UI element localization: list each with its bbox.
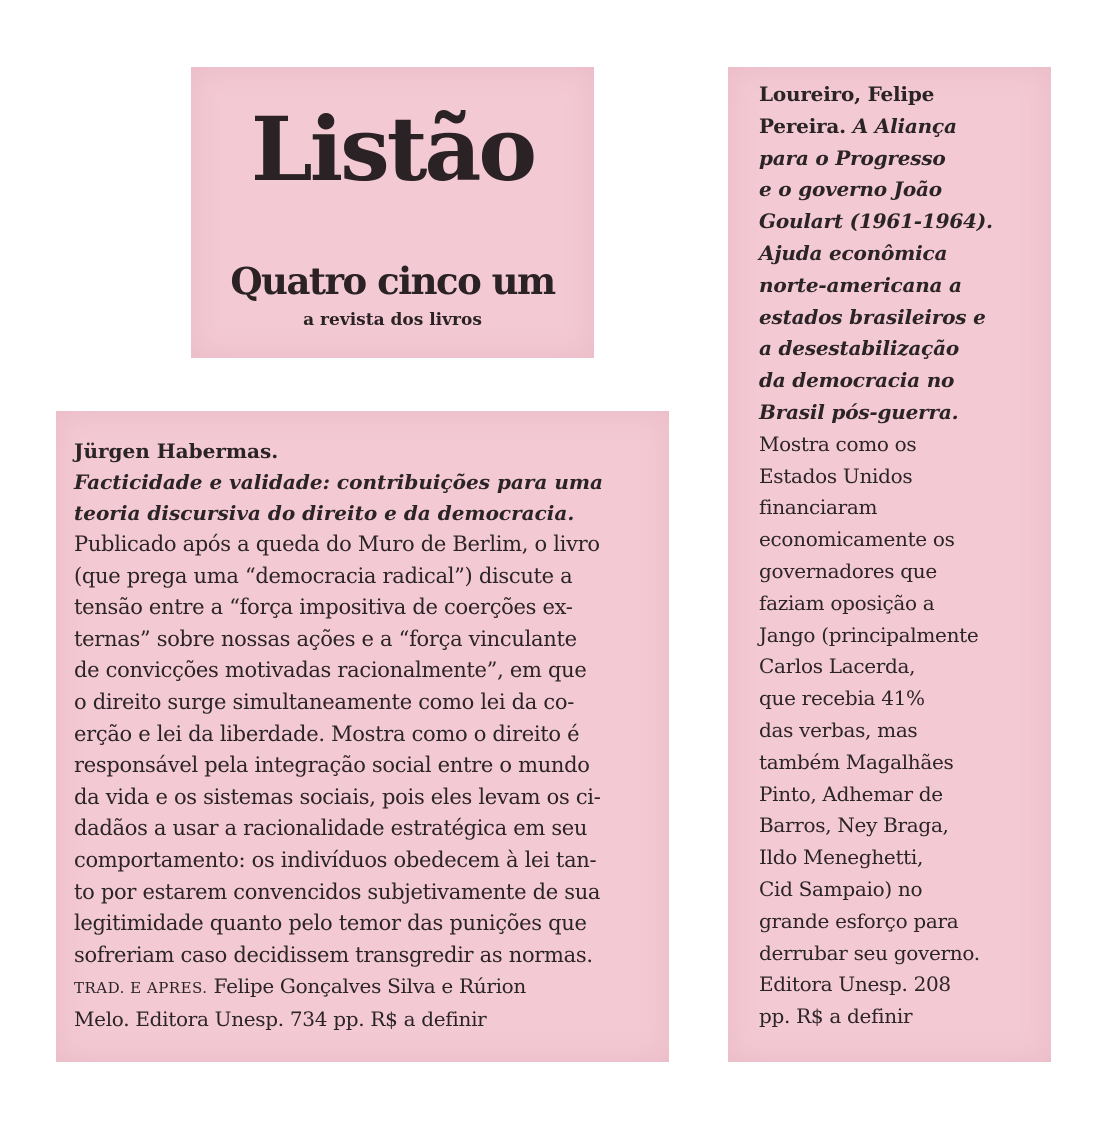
publisher-info: Editora Unesp. 208 [759,972,951,997]
body-line: da vida e os sistemas sociais, pois eles levam os ci- [74,784,601,809]
body-line: grande esforço para [759,908,959,933]
title-line: norte-americana a [759,272,962,297]
title-line: Ajuda econômica [759,240,948,265]
body-line: das verbas, mas [759,717,918,742]
body-line: financiaram [759,495,878,520]
title-line: a desestabilização [759,336,960,361]
review-credits [74,971,652,1035]
title-line: da democracia no [759,368,955,393]
body-line: sofreriam caso decidissem transgredir as normas. [74,942,593,967]
masthead-clipping [191,67,594,358]
body-line: governadores que [759,558,937,583]
habermas-review-clipping [56,411,669,1062]
body-line: derrubar seu governo. [759,940,980,965]
habermas-review [74,435,652,1035]
body-line: Estados Unidos [759,463,913,488]
body-line: tensão entre a “força impositiva de coerções ex- [74,595,573,620]
title-line: para o Progresso [759,145,946,170]
loureiro-review [759,79,1044,1033]
review-title: A Aliança [852,113,957,138]
masthead-title: Listão [250,97,535,201]
body-line: Barros, Ney Braga, [759,813,949,838]
review-heading [759,79,1044,429]
review-body [74,529,652,971]
body-line: legitimidade quanto pelo temor das punições que [74,911,587,936]
title-line: e o governo João [759,177,942,202]
body-line: Pinto, Adhemar de [759,781,943,806]
body-line: to por estarem convencidos subjetivamente de sua [74,879,601,904]
title-line: Goulart (1961-1964). [759,209,993,234]
body-line: Ildo Meneghetti, [759,845,924,870]
title-line: estados brasileiros e [759,304,986,329]
publisher-info: pp. R$ a definir [759,1004,913,1029]
review-author: Jürgen Habermas. [74,439,279,463]
title-line: Facticidade e validade: contribuições para uma [74,470,604,494]
magazine-tagline: a revista dos livros [303,310,482,330]
body-line: Mostra como os [759,431,917,456]
review-author: Pereira. [759,113,846,138]
body-line: também Magalhães [759,749,954,774]
review-author: Loureiro, Felipe [759,82,935,106]
body-line: ternas” sobre nossas ações e a “força vinculante [74,626,577,651]
review-title [74,467,652,529]
body-line: o direito surge simultaneamente como lei da co- [74,689,575,714]
title-line: teoria discursiva do direito e da democracia. [74,501,575,525]
body-line: Carlos Lacerda, [759,654,916,679]
body-line: erção e lei da liberdade. Mostra como o direito é [74,721,580,746]
body-line: de convicções motivadas racionalmente”, em que [74,658,587,683]
body-line: (que prega uma “democracia radical”) discute a [74,563,573,588]
body-line: economicamente os [759,527,955,552]
body-line: Jango (principalmente [759,622,979,647]
loureiro-review-clipping [728,67,1051,1062]
body-line: que recebia 41% [759,686,925,711]
body-line: Cid Sampaio) no [759,876,923,901]
review-body [759,429,1044,1033]
body-line: responsável pela integração social entre o mundo [74,753,590,778]
magazine-name: Quatro cinco um [230,259,555,303]
title-line: Brasil pós-guerra. [759,399,959,424]
publisher-info: Melo. Editora Unesp. 734 pp. R$ a definir [74,1007,487,1032]
translator-label: TRAD. E APRES. [74,979,208,998]
translator-names: Felipe Gonçalves Silva e Rúrion [213,974,526,999]
body-line: dadãos a usar a racionalidade estratégica em seu [74,816,588,841]
body-line: faziam oposição a [759,590,935,615]
body-line: Publicado após a queda do Muro de Berlim, o livro [74,532,600,556]
body-line: comportamento: os indivíduos obedecem à lei tan- [74,847,597,872]
